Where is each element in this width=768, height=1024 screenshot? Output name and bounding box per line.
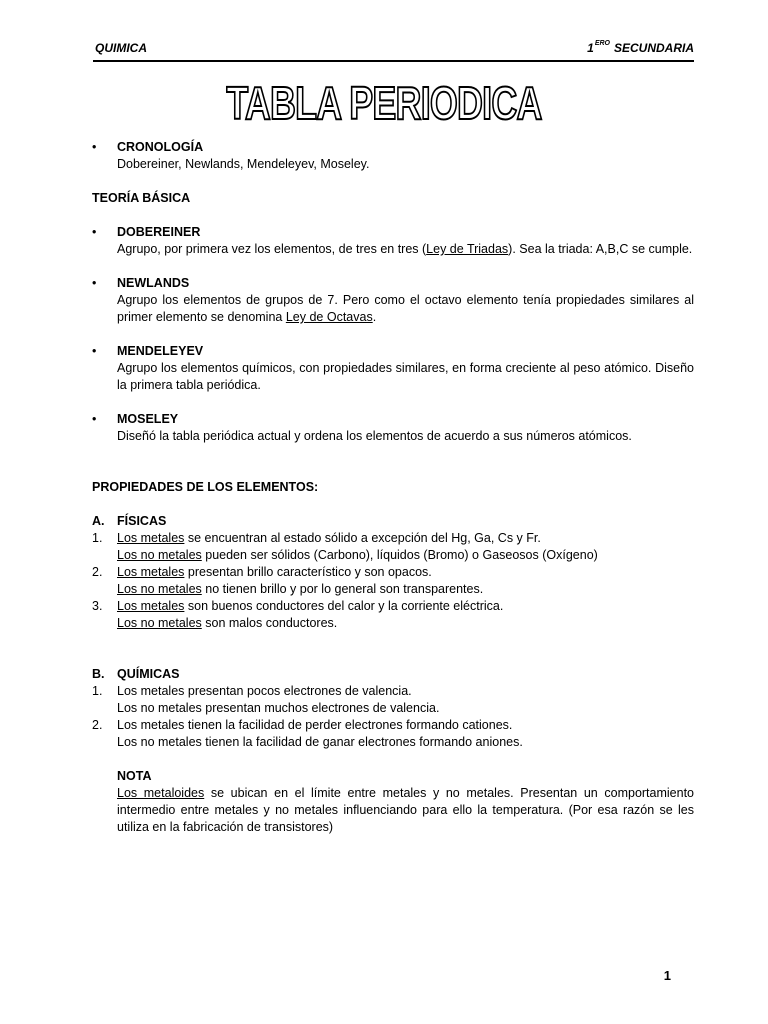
bullet: • [92,344,97,358]
cronologia-text: Dobereiner, Newlands, Mendeleyev, Moseley. [117,157,370,171]
mendeleyev-text: Agrupo los elementos químicos, con propiedades similares, en forma creciente al peso atómico. Diseño la primera tabla periódica. [117,361,694,392]
header-grade-number: 1 [587,41,594,55]
bullet: • [92,276,97,290]
item-text: son malos conductores. [201,616,338,630]
fisicas-heading: A. FÍSICAS [92,514,167,528]
item-line-1 [117,598,694,615]
nota-heading: NOTA [117,769,152,783]
propiedades-heading: PROPIEDADES DE LOS ELEMENTOS: [92,480,319,494]
no-metales-term: Los no metales [117,616,202,630]
mendeleyev-heading: MENDELEYEV [117,344,204,358]
section-cronologia [92,139,694,173]
bullet: • [92,225,97,239]
cronologia-heading: CRONOLOGÍA [117,140,204,154]
list-item [92,530,694,564]
document-body [92,139,694,836]
item-line-2 [117,547,694,564]
list-item [92,683,694,717]
header-grade-sup: ERO [594,40,610,47]
metales-term: Los metales [117,599,185,613]
page-title: TABLA PERIODICA [226,77,542,129]
page-number: 1 [663,968,671,983]
quimicas-heading: B. QUÍMICAS [92,667,180,681]
item-line-1 [117,564,694,581]
header-grade [587,41,694,55]
page-header [93,40,694,62]
metales-term: Los metales [117,531,185,545]
list-item [92,564,694,598]
item-text: no tienen brillo y por lo general son transparentes. [201,582,484,596]
item-line-1: Los metales presentan pocos electrones de valencia. [117,684,412,698]
item-number: 3. [92,599,103,613]
section-mendeleyev [92,343,694,394]
newlands-text: Agrupo los elementos de grupos de 7. Pero como el octavo elemento tenía propiedades similares al primer elemento se denomina Ley de Octavas. [117,293,694,324]
bullet: • [92,140,97,154]
quimicas-list [92,683,694,751]
header-grade-text: SECUNDARIA [613,41,694,55]
dobereiner-heading: DOBEREINER [117,225,201,239]
item-line-2 [117,581,694,598]
teoria-heading: TEORÍA BÁSICA [92,191,191,205]
section-moseley [92,411,694,445]
header-subject: QUIMICA [95,41,147,55]
item-line-2: Los no metales tienen la facilidad de ganar electrones formando aniones. [117,735,523,749]
metales-term: Los metales [117,565,185,579]
no-metales-term: Los no metales [117,582,202,596]
dobereiner-text: Agrupo, por primera vez los elementos, de tres en tres (Ley de Triadas). Sea la triada: A,B,C se cumple. [117,242,693,256]
item-text: se encuentran al estado sólido a excepción del Hg, Ga, Cs y Fr. [184,531,541,545]
item-line-1 [117,530,694,547]
item-text: son buenos conductores del calor y la corriente eléctrica. [184,599,504,613]
list-item [92,717,694,751]
ley-triadas-link: Ley de Triadas [426,242,509,256]
fisicas-list [92,530,694,632]
item-number: 2. [92,718,103,732]
no-metales-term: Los no metales [117,548,202,562]
newlands-heading: NEWLANDS [117,276,190,290]
item-text: pueden ser sólidos (Carbono), líquidos (Bromo) o Gaseosos (Oxígeno) [201,548,598,562]
item-line-1: Los metales tienen la facilidad de perder electrones formando cationes. [117,718,513,732]
item-line-2 [117,615,694,632]
moseley-text: Diseñó la tabla periódica actual y ordena los elementos de acuerdo a sus números atómicos. [117,429,632,443]
section-newlands [92,275,694,326]
item-number: 1. [92,531,103,545]
nota-text: Los metaloides se ubican en el límite entre metales y no metales. Presentan un comportamiento intermedio entre metales y no metales influenciando para ello la temperatura. (Por esa razón se les utiliza en la fabricación de transistores) [117,786,694,834]
item-number: 1. [92,684,103,698]
item-line-2: Los no metales presentan muchos electrones de valencia. [117,701,440,715]
section-dobereiner [92,224,694,258]
item-text: presentan brillo característico y son opacos. [184,565,432,579]
moseley-heading: MOSELEY [117,412,179,426]
ley-octavas-link: Ley de Octavas [285,310,373,324]
item-number: 2. [92,565,103,579]
metaloides-link: Los metaloides [117,786,205,800]
list-item [92,598,694,632]
bullet: • [92,412,97,426]
